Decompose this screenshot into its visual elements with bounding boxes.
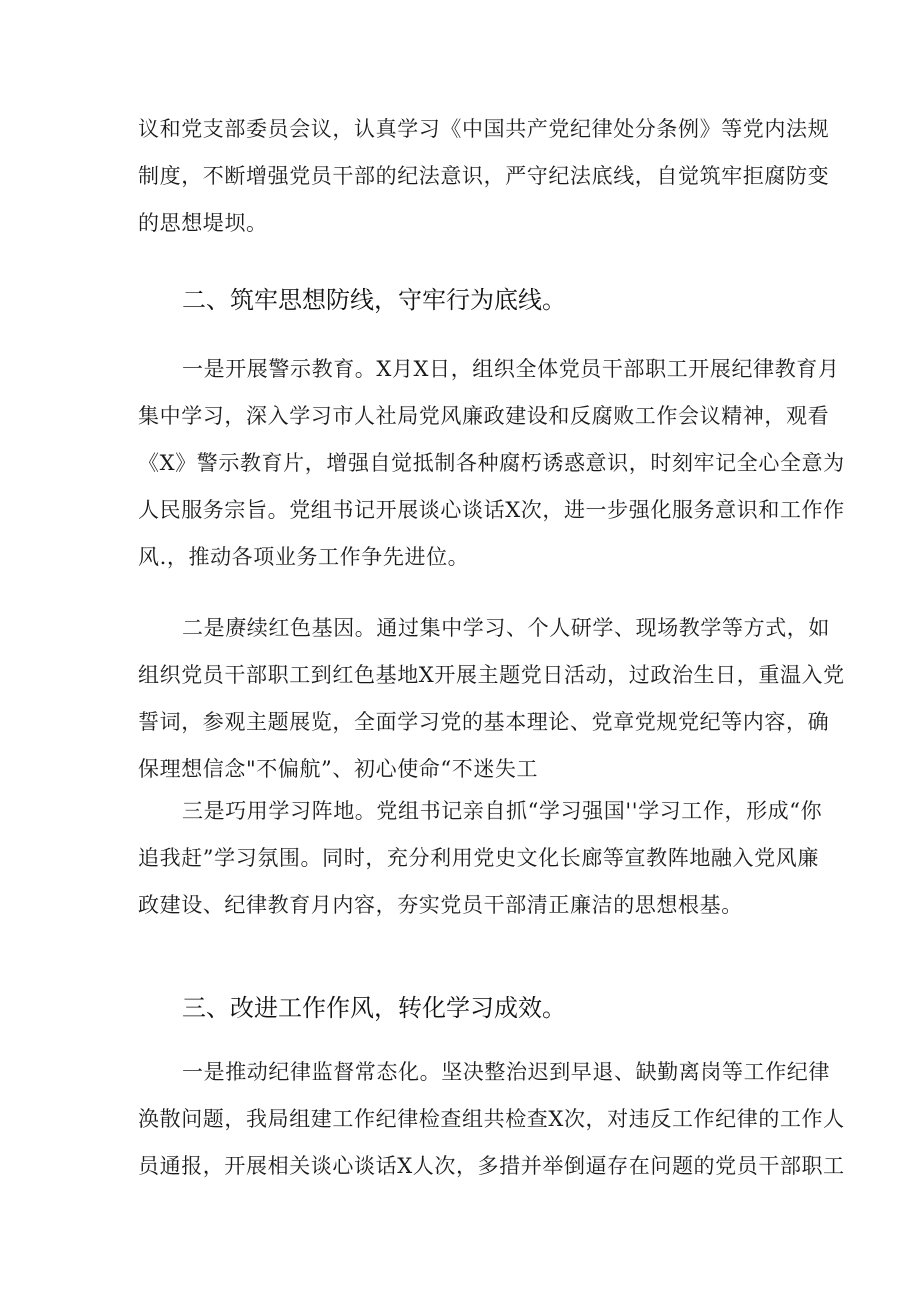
text-line: 议和党支部委员会议，认真学习《中国共产党纪律处分条例》等党内法规: [138, 117, 830, 141]
paragraph-continuation: [138, 106, 830, 247]
text-line: 制度，不断增强党员干部的纪法意识，严守纪法底线，自觉筑牢拒腐防变: [138, 164, 830, 188]
text-line: 员通报，开展相关谈心谈话X人次，多措并举倒逼存在问题的党员干部职工: [138, 1154, 845, 1178]
text-line: 的思想堤坝。: [138, 211, 268, 235]
text-line: 组织党员干部职工到红色基地X开展主题党日活动，过政治生日，重温入党: [138, 663, 845, 687]
text-line: 政建设、纪律教育月内容，夯实党员干部清正廉洁的思想根基。: [138, 893, 743, 917]
text-line: 保理想信念"不偏航”、初心使命“不迷失工: [138, 757, 539, 781]
paragraph-learning-position: [138, 788, 823, 929]
paragraph-discipline-supervision: [138, 1049, 845, 1190]
paragraph-red-gene: [138, 605, 845, 793]
text-line: 《X》警示教育片，增强自觉抵制各种腐朽诱惑意识，时刻牢记全心全意为: [138, 451, 845, 475]
section-heading-3: 三、改进工作作风，转化学习成效。: [182, 994, 566, 1022]
text-line: 涣散问题，我局组建工作纪律检查组共检查X次，对违反工作纪律的工作人: [138, 1107, 845, 1131]
text-line: 追我赶”学习氛围。同时，充分利用党史文化长廊等宣教阵地融入党风廉: [138, 846, 819, 870]
text-line: 一是推动纪律监督常态化。坚决整治迟到早退、缺勤离岗等工作纪律: [182, 1060, 830, 1084]
text-line: 一是开展警示教育。X月X日，组织全体党员干部职工开展纪律教育月: [182, 357, 840, 381]
text-line: 三是巧用学习阵地。党组书记亲自抓“学习强国''学习工作，形成“你: [182, 799, 823, 823]
text-line: 二是赓续红色基因。通过集中学习、个人研学、现场教学等方式，如: [182, 616, 830, 640]
section-heading-2: 二、筑牢思想防线，守牢行为底线。: [182, 286, 566, 314]
text-line: 风.，推动各项业务工作争先进位。: [138, 545, 470, 569]
text-line: 人民服务宗旨。党组书记开展谈心谈话X次，进一步强化服务意识和工作作: [138, 498, 845, 522]
text-line: 誓词，参观主题展览，全面学习党的基本理论、党章党规党纪等内容，确: [138, 710, 830, 734]
text-line: 集中学习，深入学习市人社局党风廉政建设和反腐败工作会议精神，观看: [138, 404, 830, 428]
paragraph-warning-education: [138, 346, 845, 581]
